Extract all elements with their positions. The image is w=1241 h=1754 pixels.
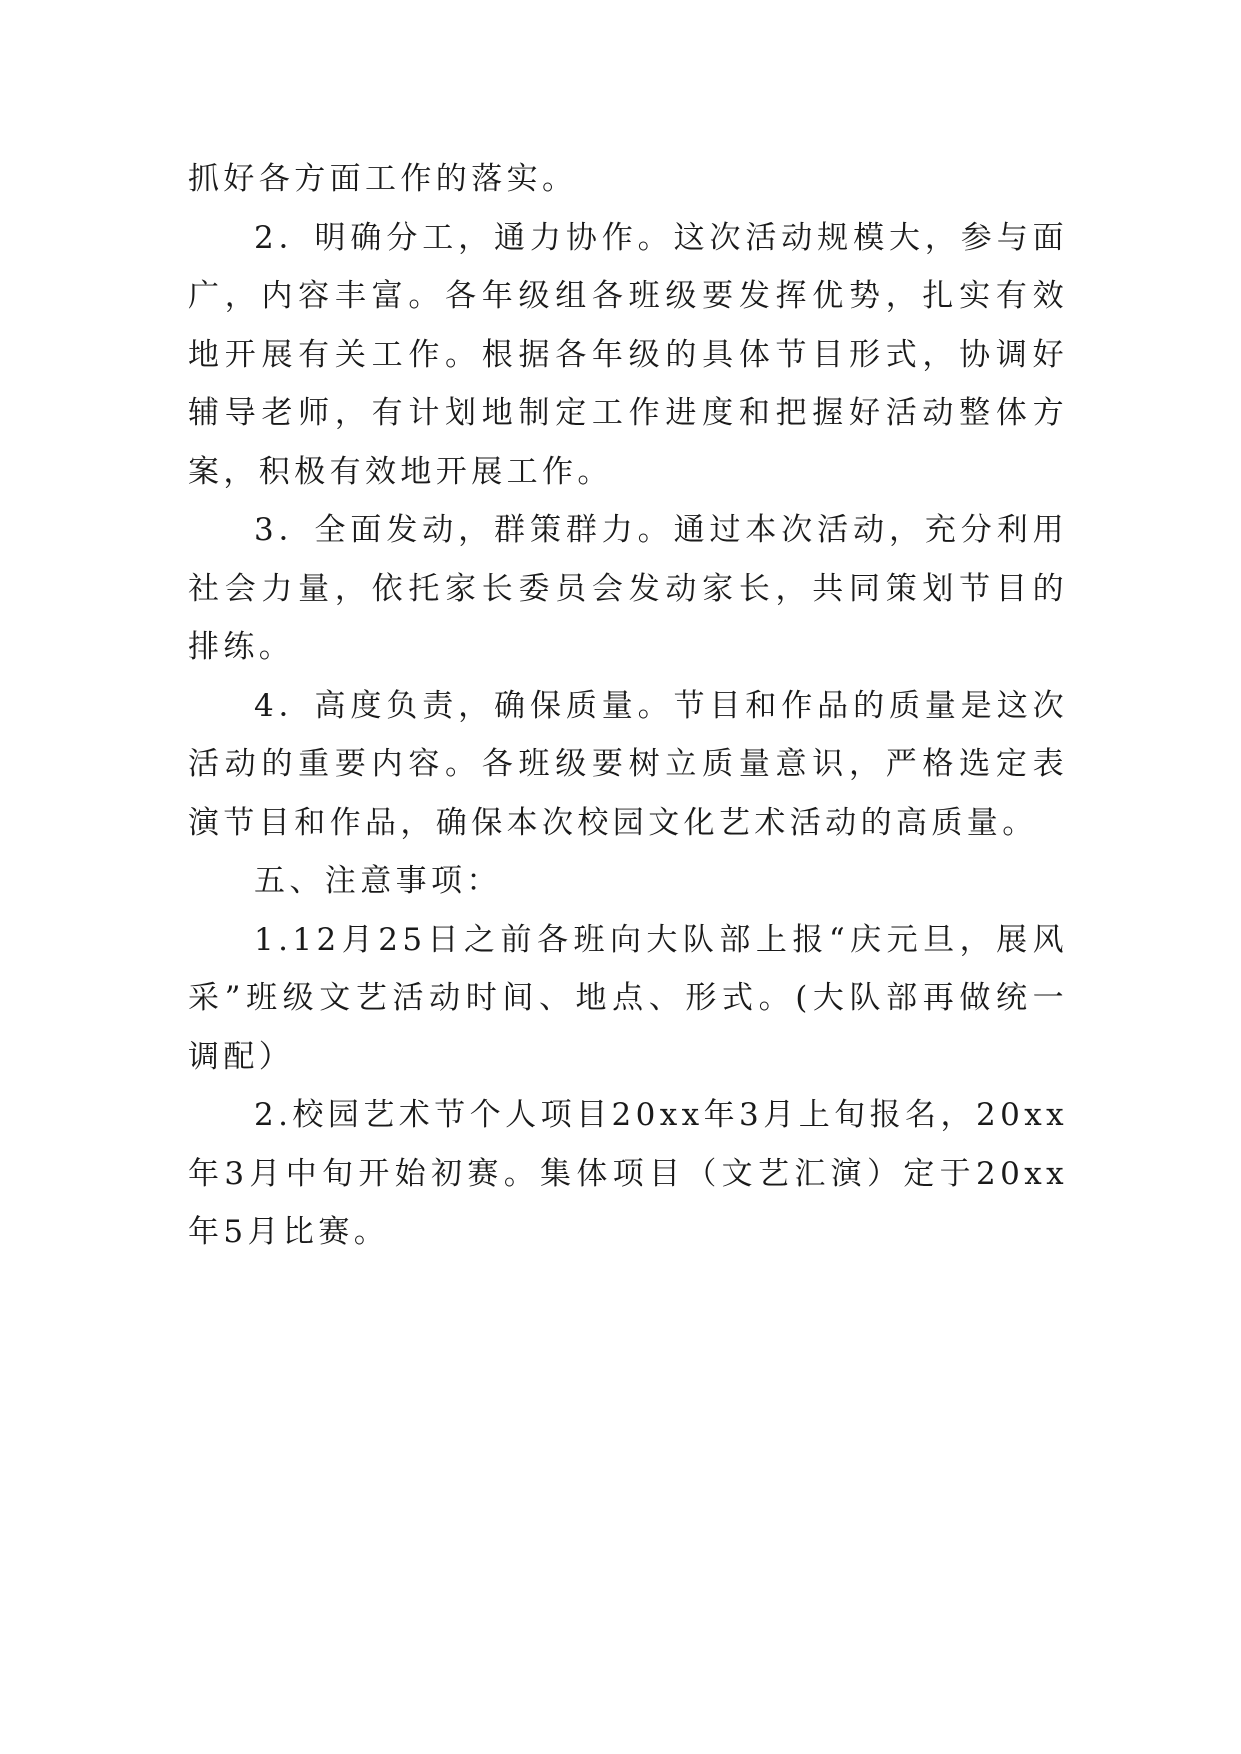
notes-item-2: 2.校园艺术节个人项目20xx年3月上旬报名，20xx年3月中旬开始初赛。集体项目（文艺汇演）定于20xx年5月比赛。 (188, 1097, 1068, 1250)
notes-item-1: 1.12月25日之前各班向大队部上报“庆元旦，展风采”班级文艺活动时间、地点、形式。(大队部再做统一调配） (188, 921, 1068, 1075)
paragraph-item-2: 2．明确分工，通力协作。这次活动规模大，参与面广，内容丰富。各年级组各班级要发挥优势，扎实有效地开展有关工作。根据各年级的具体节目形式，协调好辅导老师，有计划地制定工作进度和把握好活动整体方案，积极有效地开展工作。 (188, 219, 1068, 490)
section-heading-notes: 五、注意事项： (254, 863, 502, 899)
paragraph-continuation: 抓好各方面工作的落实。 (188, 161, 578, 197)
document-body (188, 150, 1068, 1262)
paragraph-item-4: 4．高度负责，确保质量。节目和作品的质量是这次活动的重要内容。各班级要树立质量意识，严格选定表演节目和作品，确保本次校园文化艺术活动的高质量。 (188, 687, 1068, 841)
paragraph-item-3: 3．全面发动，群策群力。通过本次活动，充分利用社会力量，依托家长委员会发动家长，共同策划节目的排练。 (188, 512, 1068, 665)
